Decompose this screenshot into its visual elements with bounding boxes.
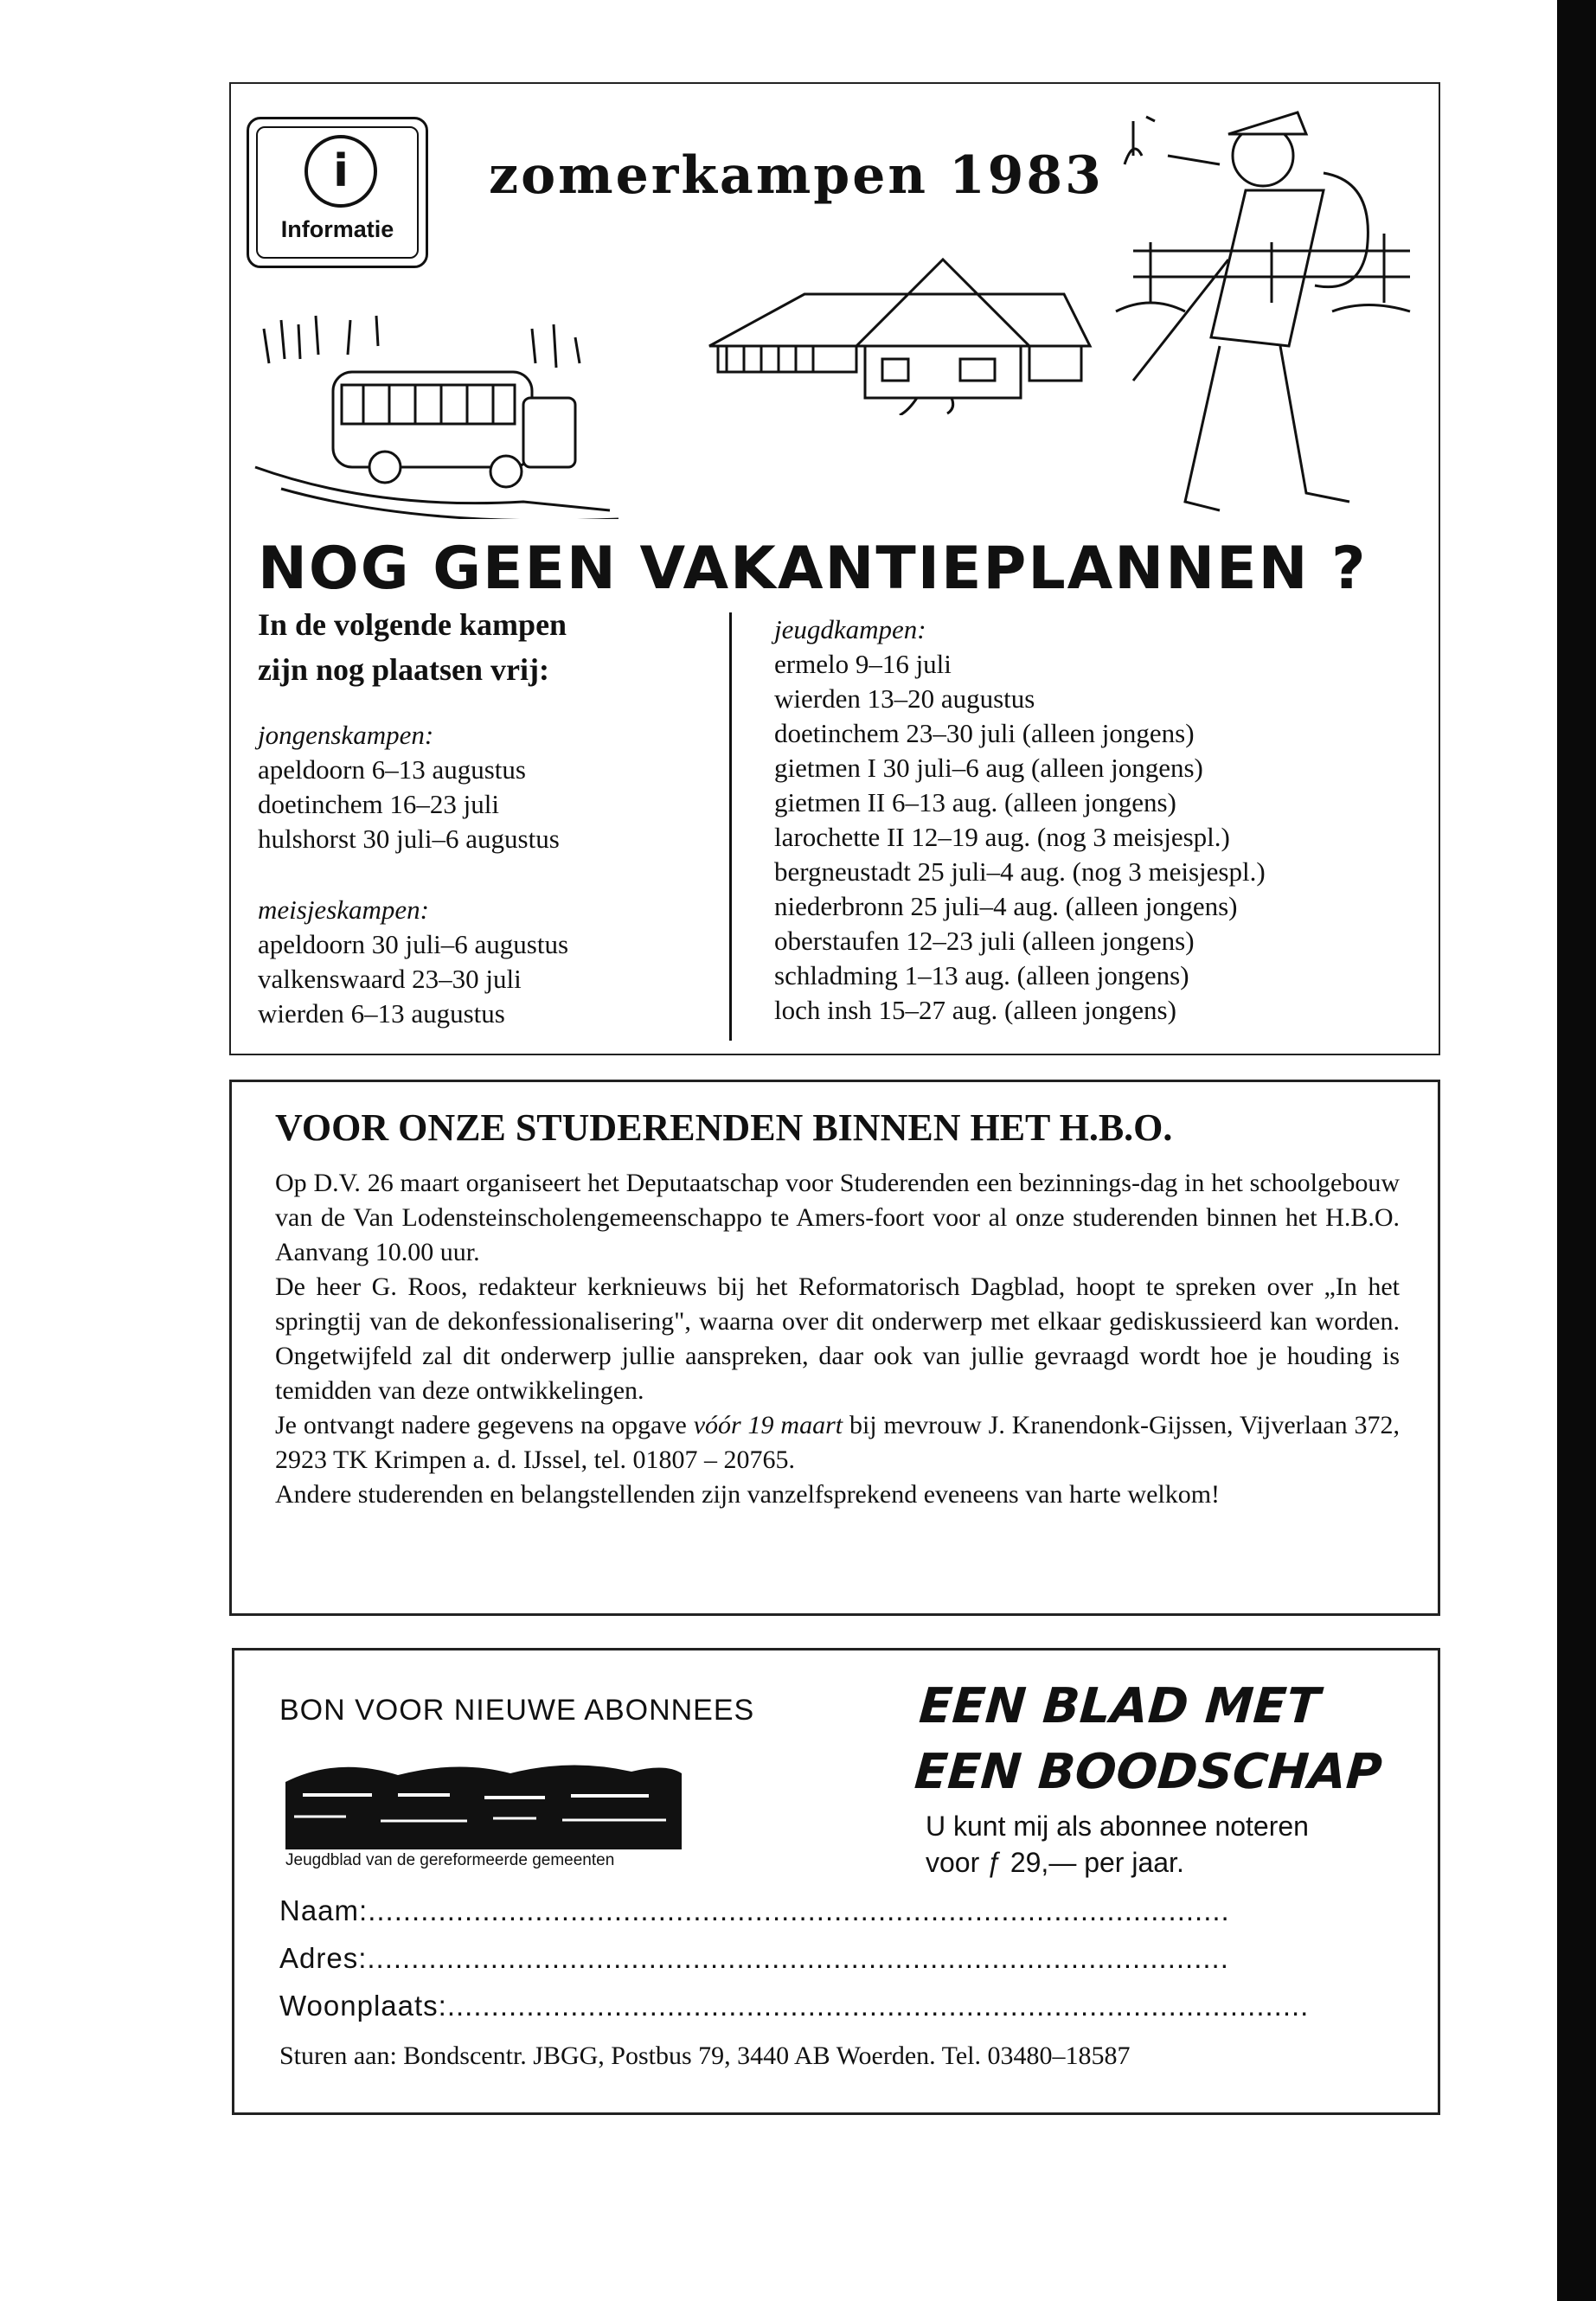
adres-dots: ..................................................................................................	[367, 1942, 1229, 1974]
list-item: larochette II 12–19 aug. (nog 3 meisjespl.)	[774, 822, 1230, 852]
column-divider	[729, 612, 732, 1041]
bon-label: BON VOOR NIEUWE ABONNEES	[279, 1694, 755, 1727]
list-item: wierden 13–20 augustus	[774, 683, 1035, 714]
list-item: loch insh 15–27 aug. (alleen jongens)	[774, 995, 1176, 1025]
bus-illustration	[247, 303, 679, 519]
hbo-paragraph-4: Andere studerenden en belangstellenden zijn vanzelfsprekend eveneens van harte welkom!	[275, 1480, 1221, 1509]
list-item: gietmen I 30 juli–6 aug (alleen jongens)	[774, 753, 1203, 783]
adres-label: Adres:	[279, 1942, 368, 1974]
list-item: doetinchem 23–30 juli (alleen jongens)	[774, 718, 1195, 748]
list-item: apeldoorn 30 juli–6 augustus	[258, 929, 569, 959]
naam-label: Naam:	[279, 1894, 369, 1926]
magazine-logo	[285, 1756, 682, 1849]
hbo-p3-deadline: vóór 19 maart	[693, 1411, 843, 1439]
naam-dots: ..................................................................................................	[368, 1894, 1230, 1926]
meisjeskampen-list	[258, 893, 568, 1031]
list-item: apeldoorn 6–13 augustus	[258, 754, 526, 785]
jongenskampen-list	[258, 718, 560, 856]
list-item: oberstaufen 12–23 juli (alleen jongens)	[774, 926, 1195, 956]
list-item: niederbronn 25 juli–4 aug. (alleen jongens)	[774, 891, 1238, 921]
abonnee-text	[926, 1808, 1309, 1881]
info-icon: i	[304, 135, 377, 208]
informatie-logo	[247, 117, 428, 268]
list-item: valkenswaard 23–30 juli	[258, 964, 522, 994]
hbo-p3-after: bij mevrouw J. Kranendonk-Gijssen, Vijverlaan 372, 2923 TK Krimpen a. d. IJssel, tel. 01807 – 20765.	[275, 1411, 1400, 1474]
magazine-caption: Jeugdblad van de gereformeerde gemeenten	[285, 1851, 615, 1869]
slogan	[913, 1674, 1389, 1805]
jongenskampen-heading: jongenskampen:	[258, 720, 434, 750]
intro-line-2: zijn nog plaatsen vrij:	[258, 652, 549, 687]
hbo-body	[275, 1166, 1400, 1512]
hbo-paragraph-3	[275, 1408, 1400, 1477]
slogan-line-2: EEN BOODSCHAP	[913, 1744, 1384, 1800]
jeugdkampen-list	[774, 612, 1266, 1028]
hbo-paragraph-1: Op D.V. 26 maart organiseert het Deputaatschap voor Studerenden een bezinnings-dag in het schoolgebouw van de Van Lodensteinscholengemeenschappo te Amers-foort voor al onze studerenden binnen het H.B.O. Aanvang 10.00 uur.	[275, 1169, 1400, 1266]
abonnee-line-2: voor ƒ 29,— per jaar.	[926, 1847, 1184, 1878]
hbo-paragraph-2: De heer G. Roos, redakteur kerknieuws bij het Reformatorisch Dagblad, hoopt te spreken over „In het springtij van de dekonfessionalisering", waarna over dit onderwerp met elkaar gediskussieerd kan worden. Ongetwijfeld zal dit onderwerp jullie aanspreken, daar ook van jullie gevraagd wordt hoe je houding is temidden van deze ontwikkelingen.	[275, 1272, 1400, 1405]
jeugdkampen-heading: jeugdkampen:	[774, 614, 926, 644]
woonplaats-label: Woonplaats:	[279, 1990, 447, 2022]
sturen-aan-address: Sturen aan: Bondscentr. JBGG, Postbus 79, 3440 AB Woerden. Tel. 03480–18587	[279, 2041, 1131, 2070]
list-item: gietmen II 6–13 aug. (alleen jongens)	[774, 787, 1176, 817]
list-item: bergneustadt 25 juli–4 aug. (nog 3 meisjespl.)	[774, 856, 1266, 887]
abonnee-line-1: U kunt mij als abonnee noteren	[926, 1811, 1309, 1842]
adres-field[interactable]	[279, 1942, 1370, 1975]
slogan-line-1: EEN BLAD MET	[917, 1678, 1322, 1734]
list-item: ermelo 9–16 juli	[774, 649, 952, 679]
woonplaats-dots: ..................................................................................................	[446, 1990, 1310, 2022]
scan-edge-bar	[1557, 0, 1596, 2301]
list-item: wierden 6–13 augustus	[258, 998, 505, 1029]
list-item: schladming 1–13 aug. (alleen jongens)	[774, 960, 1189, 990]
hbo-title: VOOR ONZE STUDERENDEN BINNEN HET H.B.O.	[275, 1106, 1173, 1149]
camps-intro	[258, 602, 567, 692]
woonplaats-field[interactable]	[279, 1990, 1364, 2022]
nog-geen-vakantieplannen-heading: NOG GEEN VAKANTIEPLANNEN ?	[258, 535, 1368, 603]
zomerkampen-title: zomerkampen 1983	[489, 145, 1104, 206]
informatie-label: Informatie	[280, 216, 394, 242]
intro-line-1: In de volgende kampen	[258, 607, 567, 642]
list-item: hulshorst 30 juli–6 augustus	[258, 824, 560, 854]
meisjeskampen-heading: meisjeskampen:	[258, 894, 429, 925]
farmhouse-illustration	[701, 242, 1099, 415]
list-item: doetinchem 16–23 juli	[258, 789, 499, 819]
naam-field[interactable]	[279, 1894, 1380, 1927]
hiker-illustration	[1099, 104, 1427, 519]
hbo-p3-before: Je ontvangt nadere gegevens na opgave	[275, 1411, 694, 1439]
